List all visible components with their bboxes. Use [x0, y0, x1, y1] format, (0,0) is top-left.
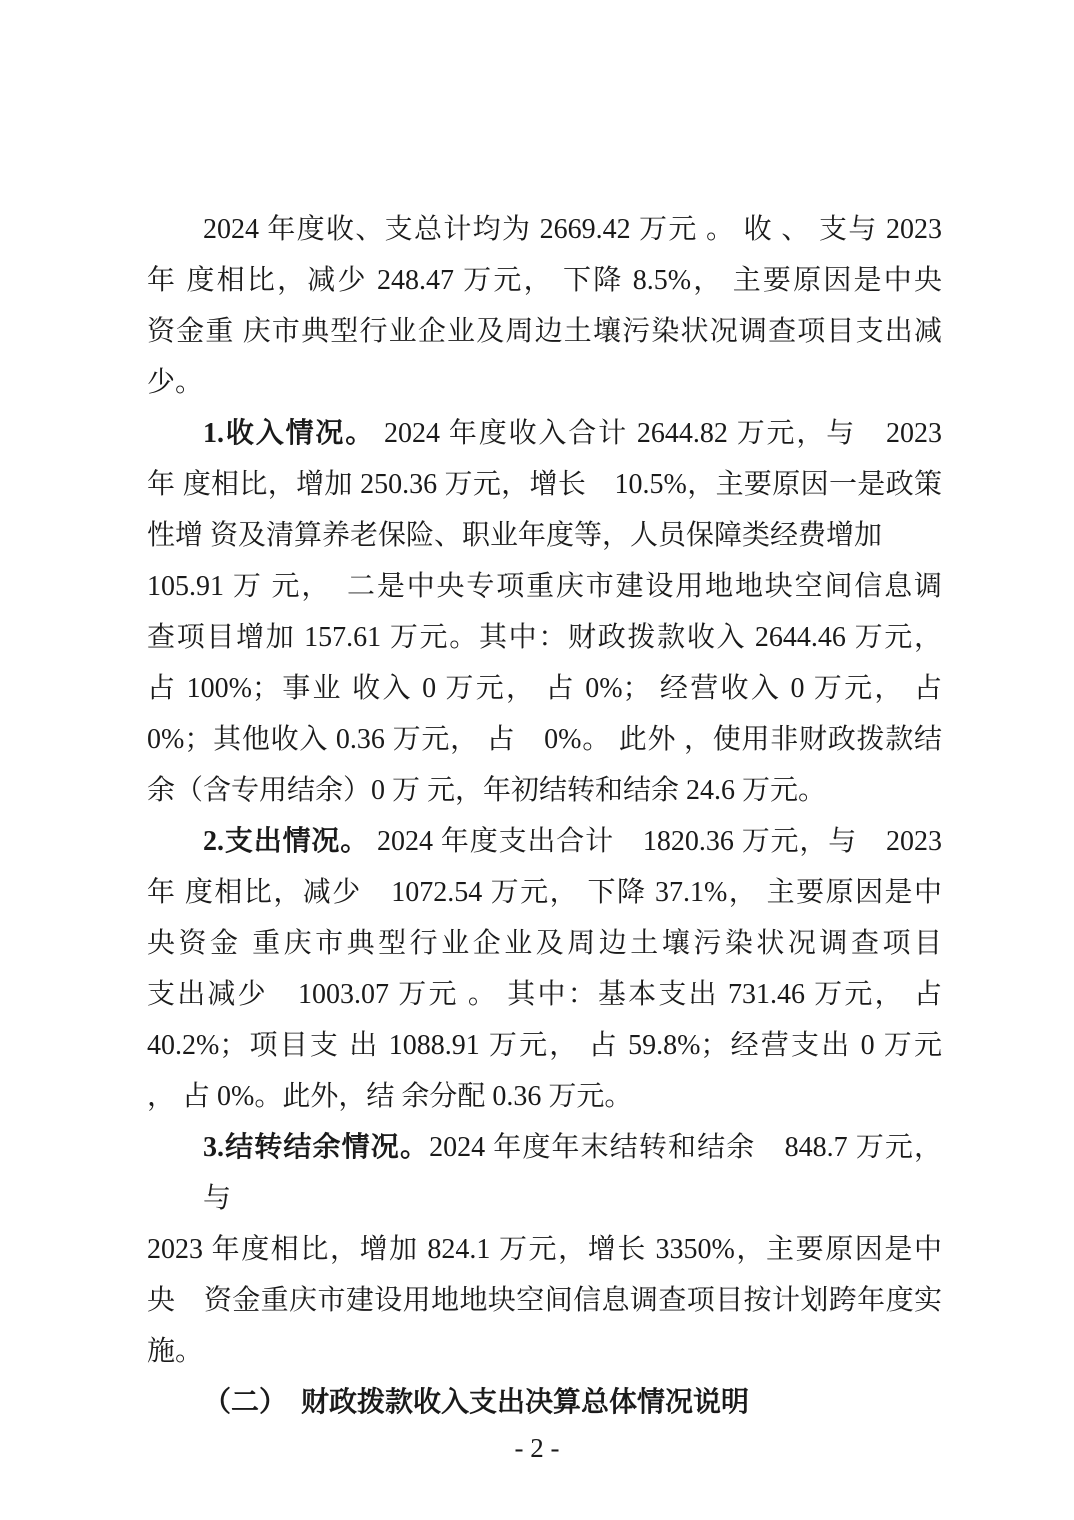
text-run: 2024 年度收入合计 2644.82 万元，与 2023	[375, 418, 942, 449]
text-line	[147, 357, 942, 408]
fiscal-appropriation-heading	[147, 1377, 942, 1428]
text-line	[147, 306, 942, 357]
text-run: 年 度相比，减少 1072.54 万元， 下降 37.1%， 主要原因是中	[147, 877, 942, 908]
text-run: 40.2%；项目支 出 1088.91 万元， 占 59.8%；经营支出 0 万元	[147, 1030, 942, 1061]
text-line	[147, 765, 942, 816]
bold-text-run: 2.支出情况。	[203, 826, 370, 857]
text-line	[147, 663, 942, 714]
document-body	[147, 204, 942, 1428]
text-line	[147, 1122, 942, 1224]
text-run: 央资金 重庆市典型行业企业及周边土壤污染状况调查项目	[147, 928, 942, 959]
text-line	[147, 1020, 942, 1071]
expenditure-section-paragraph	[147, 816, 942, 1122]
text-line	[147, 204, 942, 255]
text-run: ， 占 0%。此外，结 余分配 0.36 万元。	[147, 1081, 633, 1112]
text-line	[147, 1224, 942, 1275]
text-run: 央 资金重庆市建设用地地块空间信息调查项目按计划跨年度实	[147, 1285, 942, 1316]
bold-text-run: 3.结转结余情况。	[203, 1132, 430, 1163]
text-run: 0%；其他收入 0.36 万元， 占 0%。 此外 ，使用非财政拨款结	[147, 724, 942, 755]
text-run: 2024 年度支出合计 1820.36 万元，与 2023	[369, 826, 942, 857]
carryover-section-paragraph	[147, 1122, 942, 1377]
income-section-paragraph	[147, 408, 942, 816]
text-run: 施。	[147, 1336, 204, 1367]
text-line	[147, 561, 942, 612]
text-line	[147, 1326, 942, 1377]
text-line	[147, 510, 942, 561]
text-line	[147, 1275, 942, 1326]
text-run: 性增 资及清算养老保险、职业年度等，人员保障类经费增加	[147, 520, 883, 551]
text-line	[147, 867, 942, 918]
text-run: 少。	[147, 367, 204, 398]
text-run: 查项目增加 157.61 万元。其中：财政拨款收入 2644.46 万元，	[147, 622, 942, 653]
text-run: 年 度相比，减少 248.47 万元， 下降 8.5%， 主要原因是中央	[147, 265, 942, 296]
text-line	[147, 1071, 942, 1122]
text-run: 余（含专用结余）0 万 元，年初结转和结余 24.6 万元。	[147, 775, 827, 806]
text-line	[147, 1377, 942, 1428]
text-run: 占 100%；事业 收入 0 万元， 占 0%； 经营收入 0 万元， 占	[147, 673, 942, 704]
text-line	[147, 816, 942, 867]
text-run: 2023 年度相比，增加 824.1 万元，增长 3350%，主要原因是中	[147, 1234, 942, 1265]
text-line	[147, 612, 942, 663]
text-line	[147, 714, 942, 765]
text-run: 支出减少 1003.07 万元 。 其中：基本支出 731.46 万元， 占	[147, 979, 942, 1010]
page-number: - 2 -	[514, 1433, 560, 1463]
text-line	[147, 969, 942, 1020]
text-run: 2024 年度收、支总计均为 2669.42 万元 。 收 、 支与 2023	[203, 214, 942, 245]
text-run: 资金重 庆市典型行业企业及周边土壤污染状况调查项目支出减	[147, 316, 942, 347]
text-line	[147, 918, 942, 969]
text-run: 105.91 万 元， 二是中央专项重庆市建设用地地块空间信息调	[147, 571, 942, 602]
bold-text-run: （二） 财政拨款收入支出决算总体情况说明	[203, 1387, 750, 1418]
text-line	[147, 459, 942, 510]
text-line	[147, 408, 942, 459]
text-run: 年 度相比，增加 250.36 万元，增长 10.5%，主要原因一是政策	[147, 469, 942, 500]
bold-text-run: 1.收入情况。	[203, 418, 376, 449]
text-run: 2024 年度年末结转和结余 848.7 万元，与	[203, 1132, 942, 1214]
text-line	[147, 255, 942, 306]
intro-summary-paragraph	[147, 204, 942, 408]
